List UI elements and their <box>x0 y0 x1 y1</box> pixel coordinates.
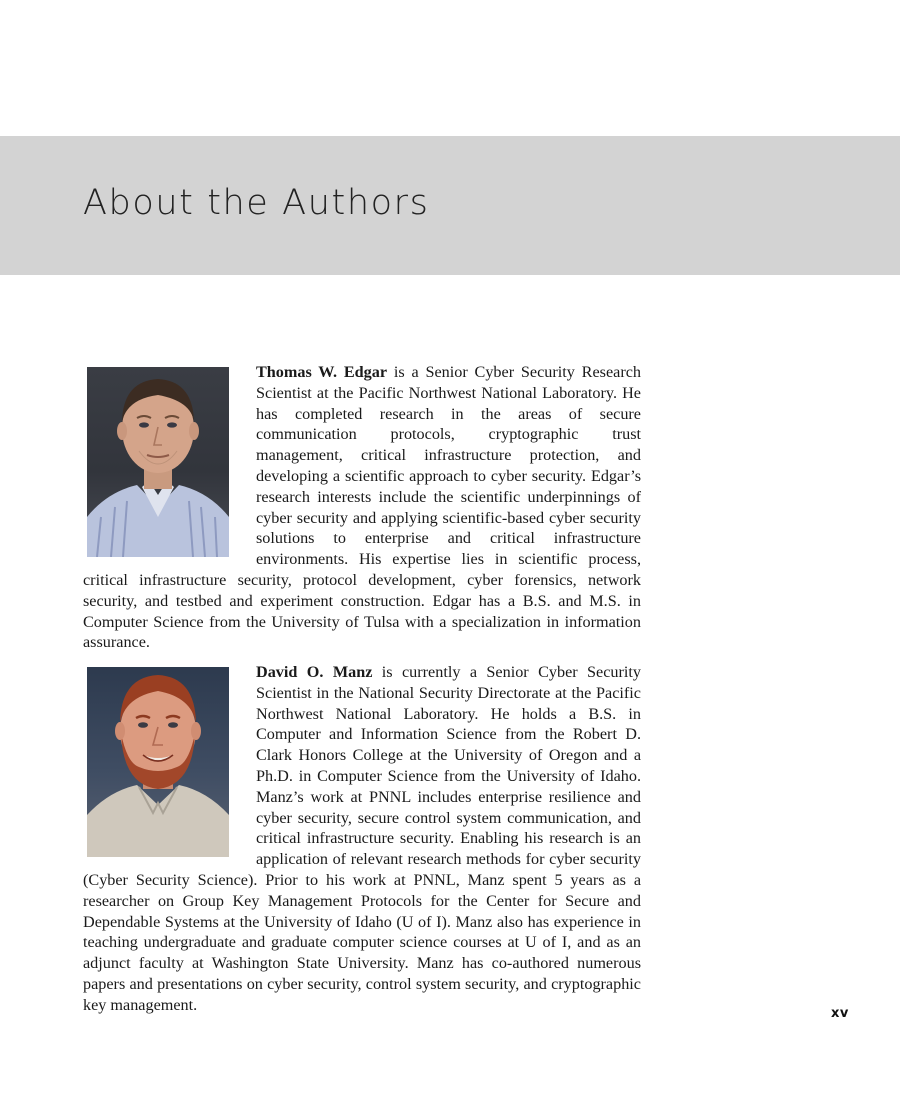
page-number: xv <box>831 1006 849 1021</box>
author-bio-body-manz: is currently a Senior Cyber Security Scientist in the National Security Directorate at the Pacific Northwest National Laboratory. He holds a B.S. in Computer and Information Science from the Robert D. Clark Honors College at the University of Oregon and a Ph.D. in Computer Science from the University of Idaho. Manz’s work at PNNL includes enterprise resilience and cyber security, secure control system communication, and critical infrastructure security. Enabling his research is an application of relevant research methods for cyber security (Cyber Security Science). Prior to his work at PNNL, Manz spent 5 years as a researcher on Group Key Management Protocols for the Center for Secure and Dependable Systems at the University of Idaho (U of I). Manz also has experience in teaching undergraduate and graduate computer science courses at U of I, and as an adjunct faculty at Washington State University. Manz has co-authored numerous papers and presentations on cyber security, control system security, and cryptographic key management. <box>83 663 641 1014</box>
author-name-edgar: Thomas W. Edgar <box>256 363 388 381</box>
author-name-manz: David O. Manz <box>256 663 373 681</box>
author-bio-manz <box>83 662 641 1016</box>
author-photo-edgar <box>87 367 229 557</box>
author-bio-body-edgar: is a Senior Cyber Security Research Scientist at the Pacific Northwest National Laboratory. He has completed research in the areas of secure communication protocols, cryptographic trust management, critical infrastructure protection, and developing a scientific approach to cyber security. Edgar’s research interests include the scientific underpinnings of cyber security and applying scientific-based cyber security solutions to enterprise and critical infrastructure environments. His expertise lies in scientific process, critical infrastructure security, protocol development, cyber forensics, network security, and testbed and experiment construction. Edgar has a B.S. and M.S. in Computer Science from the University of Tulsa with a specialization in information assurance. <box>83 363 641 652</box>
chapter-title: About the Authors <box>83 183 430 223</box>
author-bio-edgar <box>83 362 641 653</box>
author-photo-manz <box>87 667 229 857</box>
